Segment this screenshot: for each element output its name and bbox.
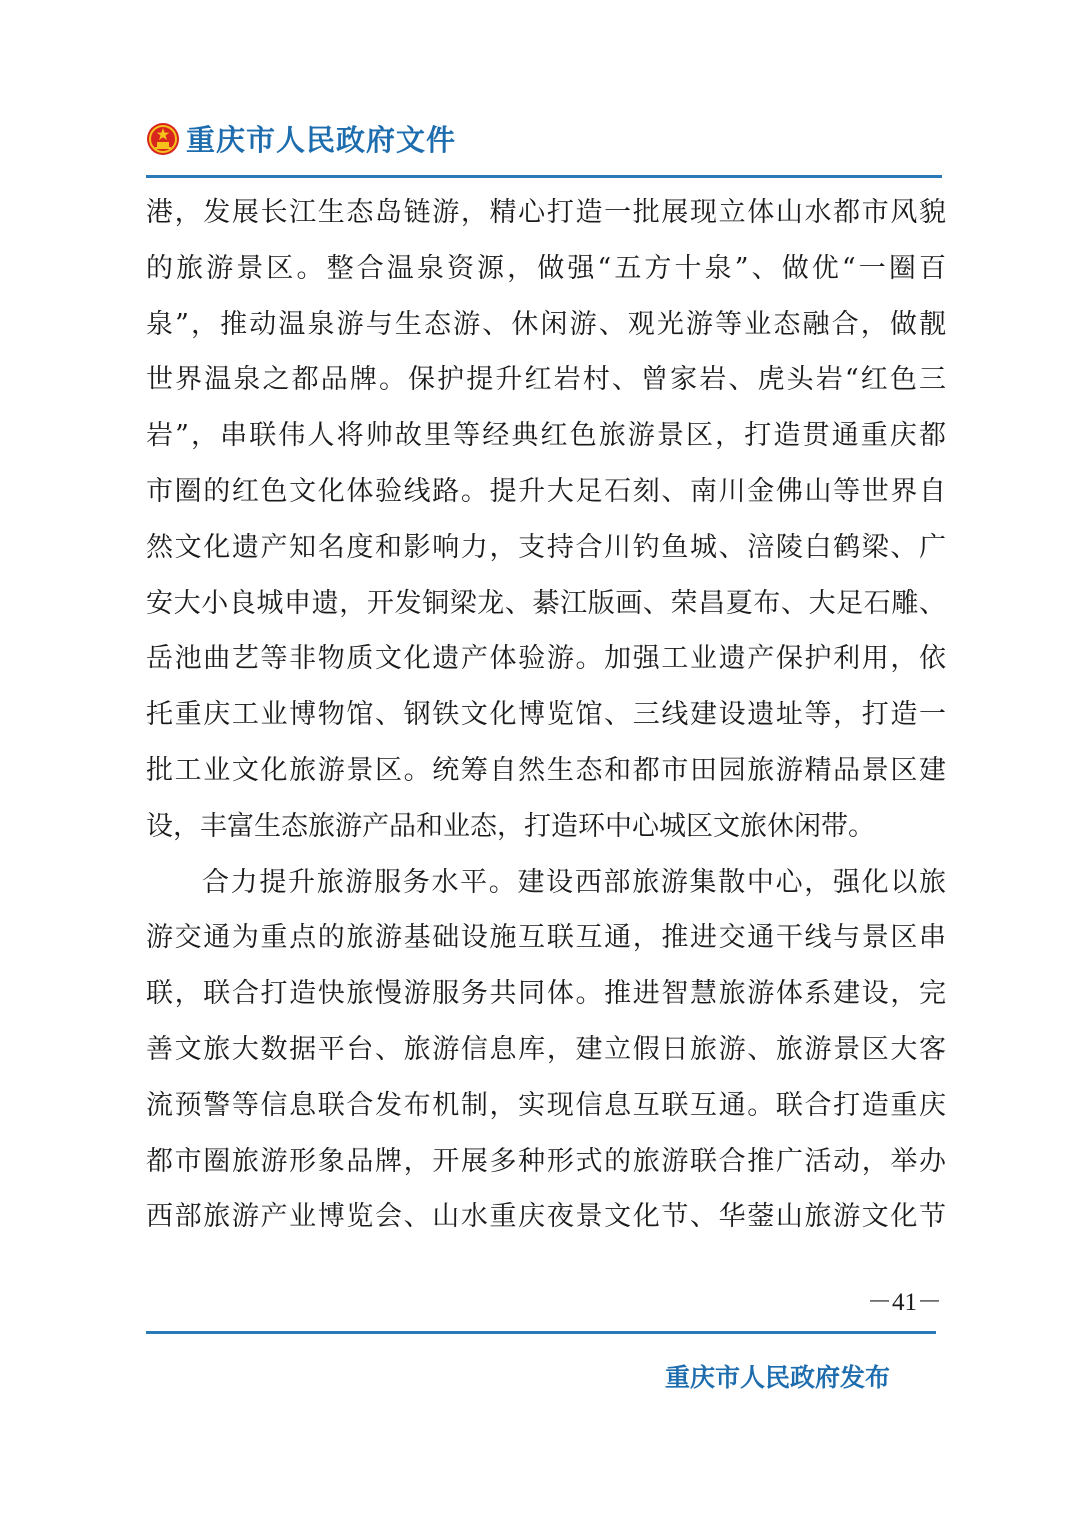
body-line: 流预警等信息联合发布机制，实现信息互联互通。联合打造重庆 <box>146 1089 946 1121</box>
national-emblem-icon <box>146 122 180 156</box>
body-line: 游交通为重点的旅游基础设施互联互通，推进交通干线与景区串 <box>146 922 946 954</box>
footer-divider <box>146 1331 936 1334</box>
document-header <box>146 118 942 174</box>
body-line: 然文化遗产知名度和影响力，支持合川钓鱼城、涪陵白鹤梁、广 <box>146 531 946 563</box>
body-line: 岳池曲艺等非物质文化遗产体验游。加强工业遗产保护利用，依 <box>146 643 946 675</box>
footer-publisher: 重庆市人民政府发布 <box>664 1363 890 1392</box>
body-line: 批工业文化旅游景区。统筹自然生态和都市田园旅游精品景区建 <box>146 754 946 786</box>
body-line: 泉”，推动温泉游与生态游、休闲游、观光游等业态融合，做靓 <box>146 308 946 340</box>
body-line: 托重庆工业博物馆、钢铁文化博览馆、三线建设遗址等，打造一 <box>146 699 946 731</box>
body-line: 设，丰富生态旅游产品和业态，打造环中心城区文旅休闲带。 <box>146 810 875 842</box>
body-line: 港，发展长江生态岛链游，精心打造一批展现立体山水都市风貌 <box>146 197 946 228</box>
body-line: 合力提升旅游服务水平。建设西部旅游集散中心，强化以旅 <box>202 866 946 898</box>
body-line: 市圈的红色文化体验线路。提升大足石刻、南川金佛山等世界自 <box>146 475 946 507</box>
body-line: 西部旅游产业博览会、山水重庆夜景文化节、华蓥山旅游文化节 <box>146 1201 946 1233</box>
body-line: 的旅游景区。整合温泉资源，做强“五方十泉”、做优“一圈百 <box>146 252 946 284</box>
body-line: 善文旅大数据平台、旅游信息库，建立假日旅游、旅游景区大客 <box>146 1033 946 1065</box>
body-line: 岩”，串联伟人将帅故里等经典红色旅游景区，打造贯通重庆都 <box>146 420 946 452</box>
document-header-title: 重庆市人民政府文件 <box>186 123 457 157</box>
page-number: －41－ <box>866 1289 942 1316</box>
body-line: 都市圈旅游形象品牌，开展多种形式的旅游联合推广活动，举办 <box>146 1145 946 1177</box>
body-line: 联，联合打造快旅慢游服务共同体。推进智慧旅游体系建设，完 <box>146 978 946 1010</box>
body-line: 安大小良城申遗，开发铜梁龙、綦江版画、荣昌夏布、大足石雕、 <box>146 587 946 619</box>
body-line: 世界温泉之都品牌。保护提升红岩村、曾家岩、虎头岩“红色三 <box>146 364 946 396</box>
header-divider <box>146 175 942 178</box>
document-body <box>146 185 946 1245</box>
